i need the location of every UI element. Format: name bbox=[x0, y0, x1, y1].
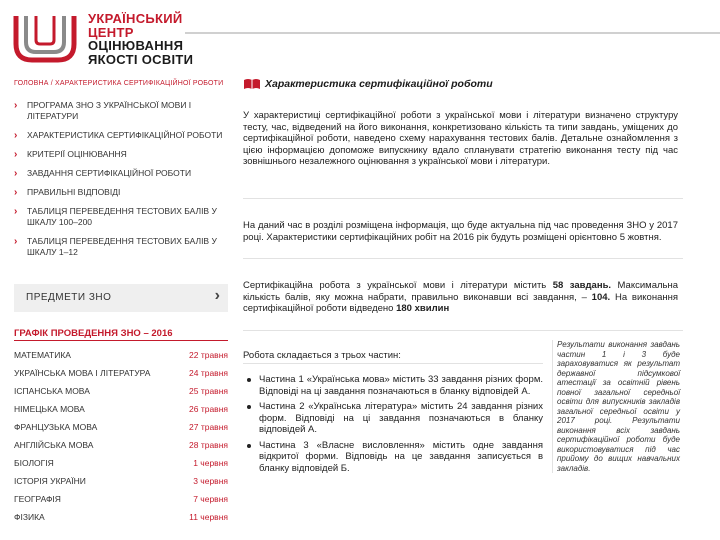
main-content bbox=[243, 78, 678, 94]
logo-line: ОЦІНЮВАННЯ bbox=[88, 38, 184, 53]
schedule-subject: ФІЗИКА bbox=[14, 512, 45, 522]
list-item-text: Частина 1 «Українська мова» містить 33 завдання різних форм. Відповіді на ці завдання позначаються в бланку відповідей А. bbox=[259, 374, 543, 397]
side-note: Результати виконання завдань частин 1 і 3 буде зараховуватися як результат державної підсумкової атестації за освітній рівень повної загальної середньої освіти для випускників закладів загальної середньої освіти у 2017 році. Результати виконання всіх завдань сертифікаційної роботи буде використовуватися під час прийому до вищих навчальних закладів. bbox=[552, 340, 680, 473]
summary-text: Максимальна кількість балів, яку можна набрати, правильно виконавши всі завдання, – bbox=[243, 280, 679, 303]
task-count: 58 завдань. bbox=[552, 280, 612, 291]
logo-line: УКРАЇНСЬКИЙ bbox=[88, 11, 183, 26]
parts-list bbox=[243, 374, 543, 474]
schedule-date: 3 червня bbox=[193, 476, 228, 486]
bullet-icon bbox=[247, 405, 251, 409]
subjects-button[interactable] bbox=[14, 284, 228, 312]
sidebar-item-label: ТАБЛИЦЯ ПЕРЕВЕДЕННЯ ТЕСТОВИХ БАЛІВ У ШКАЛУ 1–12 bbox=[27, 236, 217, 257]
schedule-subject: БІОЛОГІЯ bbox=[14, 458, 54, 468]
schedule-subject: ІСТОРІЯ УКРАЇНИ bbox=[14, 476, 86, 486]
max-score: 104. bbox=[591, 291, 611, 303]
schedule-subject: УКРАЇНСЬКА МОВА І ЛІТЕРАТУРА bbox=[14, 368, 151, 378]
schedule-row[interactable] bbox=[14, 386, 228, 404]
list-item bbox=[243, 401, 543, 436]
logo-line: ЯКОСТІ ОСВІТИ bbox=[88, 51, 194, 67]
divider bbox=[243, 198, 683, 199]
schedule-row[interactable] bbox=[14, 350, 228, 368]
sidebar-item-label: ХАРАКТЕРИСТИКА СЕРТИФІКАЦІЙНОЇ РОБОТИ bbox=[27, 130, 223, 140]
book-icon bbox=[243, 78, 261, 90]
schedule-row[interactable] bbox=[14, 404, 228, 422]
summary-paragraph bbox=[243, 280, 678, 315]
chevron-right-icon: › bbox=[14, 149, 18, 160]
schedule-row[interactable] bbox=[14, 494, 228, 512]
schedule-date: 22 травня bbox=[189, 350, 228, 360]
bullet-icon bbox=[247, 378, 251, 382]
sidebar-item-answers[interactable] bbox=[14, 187, 228, 198]
schedule-divider bbox=[14, 340, 228, 341]
chevron-right-icon: › bbox=[14, 100, 18, 111]
parts-heading: Робота складається з трьох частин: bbox=[243, 350, 543, 364]
summary-text: Сертифікаційна робота з української мови і літератури містить bbox=[243, 280, 553, 291]
schedule-subject: МАТЕМАТИКА bbox=[14, 350, 71, 360]
sidebar-nav bbox=[14, 100, 228, 266]
schedule-date: 11 червня bbox=[189, 512, 228, 522]
chevron-right-icon: › bbox=[14, 168, 18, 179]
page-title bbox=[243, 78, 678, 94]
intro-paragraph: У характеристиці сертифікаційної роботи з української мови і літератури визначено структуру тесту, час, відведений на його виконання, конкретизовано кількість та типи завдань, уміщених до сертифікаційної роботи, наведено схему нарахування тестових балів. Детальне ознайомлення з цією інформацією допоможе випускнику вдало спланувати стратегію виконання тесту під час зовнішнього незалежного оцінювання з української мови і літератури. bbox=[243, 110, 678, 167]
schedule-date: 1 червня bbox=[193, 458, 228, 468]
schedule-date: 7 червня bbox=[193, 494, 228, 504]
sidebar-item-label: ПРАВИЛЬНІ ВІДПОВІДІ bbox=[27, 187, 121, 197]
schedule-subject: ФРАНЦУЗЬКА МОВА bbox=[14, 422, 98, 432]
sidebar-item-tasks[interactable] bbox=[14, 168, 228, 179]
schedule-date: 28 травня bbox=[189, 440, 228, 450]
list-item bbox=[243, 440, 543, 475]
page-title-text: Характеристика сертифікаційної роботи bbox=[265, 78, 493, 90]
schedule-row[interactable] bbox=[14, 476, 228, 494]
sidebar-item-criteria[interactable] bbox=[14, 149, 228, 160]
chevron-right-icon: › bbox=[14, 187, 18, 198]
chevron-right-icon: › bbox=[214, 287, 220, 304]
schedule-row[interactable] bbox=[14, 440, 228, 458]
schedule-date: 25 травня bbox=[189, 386, 228, 396]
schedule-row[interactable] bbox=[14, 458, 228, 476]
breadcrumb[interactable]: ГОЛОВНА / ХАРАКТЕРИСТИКА СЕРТИФІКАЦІЙНОЇ РОБОТИ bbox=[14, 80, 224, 87]
schedule-row[interactable] bbox=[14, 512, 228, 530]
schedule-subject: АНГЛІЙСЬКА МОВА bbox=[14, 440, 94, 450]
schedule-title: ГРАФІК ПРОВЕДЕННЯ ЗНО – 2016 bbox=[14, 328, 173, 339]
schedule-list bbox=[14, 350, 228, 530]
logo-text[interactable] bbox=[88, 12, 193, 66]
sidebar-item-label: ЗАВДАННЯ СЕРТИФІКАЦІЙНОЇ РОБОТИ bbox=[27, 168, 192, 178]
sidebar-item-scale-12[interactable] bbox=[14, 236, 228, 258]
list-item bbox=[243, 374, 543, 397]
divider bbox=[243, 330, 683, 331]
parts-section bbox=[243, 350, 543, 478]
notice-paragraph: На даний час в розділі розміщена інформація, що буде актуальна під час проведення ЗНО у 2017 році. Характеристики сертифікаційних робіт на 2016 рік будуть розміщені орієнтовно 5 жовтня. bbox=[243, 220, 678, 243]
sidebar-item-label: КРИТЕРІЇ ОЦІНЮВАННЯ bbox=[27, 149, 127, 159]
ucoqe-logo-icon[interactable] bbox=[10, 10, 80, 68]
schedule-date: 26 травня bbox=[189, 404, 228, 414]
chevron-right-icon: › bbox=[14, 206, 18, 217]
list-item-text: Частина 3 «Власне висловлення» містить одне завдання відкритої форми. Відповідь на це завдання записується в бланку відповідей Б. bbox=[259, 439, 543, 474]
sidebar-item-label: ТАБЛИЦЯ ПЕРЕВЕДЕННЯ ТЕСТОВИХ БАЛІВ У ШКАЛУ 100–200 bbox=[27, 206, 217, 227]
schedule-row[interactable] bbox=[14, 368, 228, 386]
duration: 180 хвилин bbox=[396, 303, 450, 314]
subjects-label: ПРЕДМЕТИ ЗНО bbox=[26, 292, 112, 303]
logo-line: ЦЕНТР bbox=[88, 24, 134, 40]
site-header bbox=[0, 0, 720, 76]
sidebar-item-label: ПРОГРАМА ЗНО З УКРАЇНСЬКОЇ МОВИ І ЛІТЕРАТУРИ bbox=[27, 100, 192, 121]
schedule-date: 24 травня bbox=[189, 368, 228, 378]
schedule-subject: ІСПАНСЬКА МОВА bbox=[14, 386, 90, 396]
chevron-right-icon: › bbox=[14, 236, 18, 247]
schedule-row[interactable] bbox=[14, 422, 228, 440]
divider bbox=[243, 258, 683, 259]
list-item-text: Частина 2 «Українська література» містить 24 завдання різних форм. Відповіді на ці завдання позначаються в бланку відповідей А. bbox=[259, 401, 543, 435]
sidebar-item-scale-200[interactable] bbox=[14, 206, 228, 228]
chevron-right-icon: › bbox=[14, 130, 18, 141]
summary-text: На виконання сертифікаційної роботи відведено bbox=[243, 291, 679, 314]
bullet-icon bbox=[247, 444, 251, 448]
sidebar-item-characteristics[interactable] bbox=[14, 130, 228, 141]
schedule-date: 27 травня bbox=[189, 422, 228, 432]
sidebar-item-program[interactable] bbox=[14, 100, 228, 122]
header-divider bbox=[185, 32, 720, 34]
schedule-subject: ГЕОГРАФІЯ bbox=[14, 494, 61, 504]
schedule-subject: НІМЕЦЬКА МОВА bbox=[14, 404, 85, 414]
